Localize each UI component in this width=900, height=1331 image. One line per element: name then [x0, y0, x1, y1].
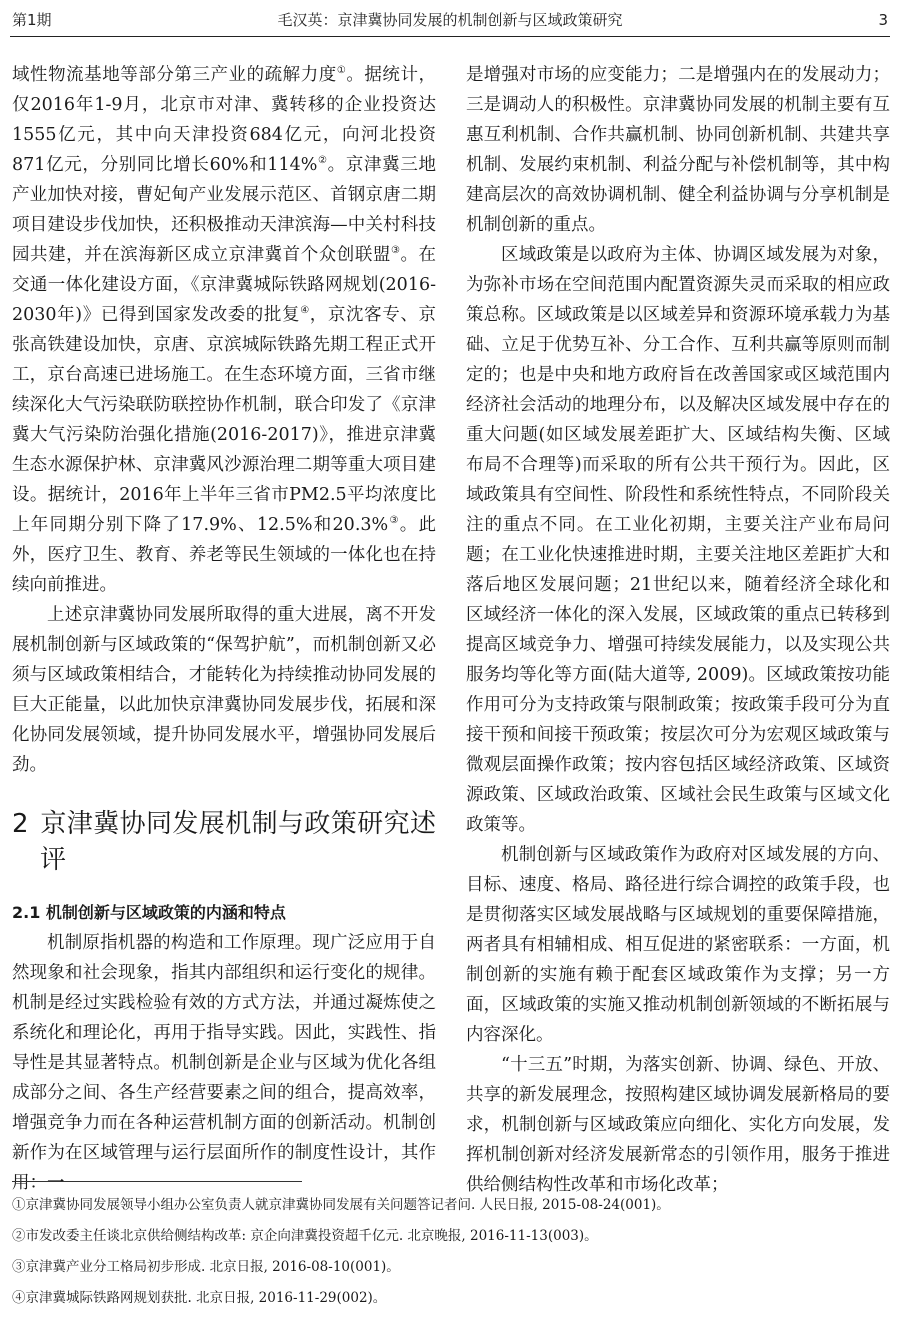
page-header: [10, 6, 890, 37]
section-heading: [12, 806, 436, 878]
footnote-item: ①京津冀协同发展领导小组办公室负责人就京津冀协同发展有关问题答记者问. 人民日报, 2015-08-24(001)。: [12, 1197, 670, 1213]
footnote-item: ②市发改委主任谈北京供给侧结构改革: 京企向津冀投资超千亿元. 北京晚报, 2016-11-13(003)。: [12, 1228, 598, 1244]
section-title: 京津冀协同发展机制与政策研究述评: [40, 809, 436, 875]
text-run: 。京津冀三地产业加快对接，曹妃甸产业发展示范区、首钢京唐二期项目建设步伐加快，还积极推动天津滨海—中关村科技园共建，并在滨海新区成立京津冀首个众创联盟: [12, 155, 436, 265]
footnote-ref[interactable]: ④: [300, 305, 310, 317]
text-run: ，京沈客专、京张高铁建设加快，京唐、京滨城际铁路先期工程正式开工，京台高速已进场施工。在生态环境方面，三省市继续深化大气污染联防联控协作机制，联合印发了《京津冀大气污染防治强化措施(2016-2017)》，推进京津冀生态水源保护林、京津冀风沙源治理二期等重大项目建设。据统计，2016年上半年三省市PM2.5平均浓度比上年同期分别下降了17.9%、12.5%和20.3%: [12, 305, 437, 535]
paragraph-mechanism-definition: 机制原指机器的构造和工作原理。现广泛应用于自然现象和社会现象，指其内部组织和运行变化的规律。机制是经过实践检验有效的方式方法，并通过凝炼使之系统化和理论化，再用于指导实践。因此，实践性、指导性是其显著特点。机制创新是企业与区域为优化各组成部分之间、各生产经营要素之间的组合，提高效率，增强竞争力而在各种运营机制方面的创新活动。机制创新作为在区域管理与运行层面所作的制度性设计，其作用：一: [12, 933, 436, 1193]
running-title: 毛汉英：京津冀协同发展的机制创新与区域政策研究: [277, 11, 623, 29]
footnotes: [12, 1190, 882, 1314]
paragraph-relationship: 机制创新与区域政策作为政府对区域发展的方向、目标、速度、格局、路径进行综合调控的政策手段，也是贯彻落实区域发展战略与区域规划的重要保障措施，两者具有相辅相成、相互促进的紧密联系：一方面，机制创新的实施有赖于配套区域政策作为支撑；另一方面，区域政策的实施又推动机制创新领域的不断拓展与内容深化。: [466, 845, 890, 1045]
paragraph-thirteenth-five-year: “十三五”时期，为落实创新、协调、绿色、开放、共享的新发展理念，按照构建区域协调发展新格局的要求，机制创新与区域政策应向细化、实化方向发展，发挥机制创新对经济发展新常态的引领作用，服务于推进供给侧结构性改革和市场化改革；: [466, 1055, 890, 1195]
text-run: 。此外，医疗卫生、教育、养老等民生领域的一体化也在持续向前推进。: [12, 515, 436, 595]
subsection-heading: 2.1 机制创新与区域政策的内涵和特点: [12, 903, 286, 922]
paragraph-continued: 是增强对市场的应变能力；二是增强内在的发展动力；三是调动人的积极性。京津冀协同发展的机制主要有互惠互利机制、合作共赢机制、协同创新机制、共建共享机制、发展约束机制、利益分配与补偿机制等，其中构建高层次的高效协调机制、健全利益协调与分享机制是机制创新的重点。: [466, 65, 890, 235]
text-run: 。在交通一体化建设方面，《京津冀城际铁路网规划(2016-2030年)》已得到国家发改委的批复: [12, 245, 437, 325]
footnote-ref[interactable]: ③: [390, 245, 401, 257]
footnote-item: ④京津冀城际铁路网规划获批. 北京日报, 2016-11-29(002)。: [12, 1290, 387, 1306]
right-column: [466, 60, 890, 1195]
footnote-ref[interactable]: ②: [317, 155, 328, 167]
footnote-divider: [12, 1181, 302, 1182]
page-number: 3: [878, 11, 888, 29]
footnote-ref[interactable]: ①: [336, 65, 347, 77]
footnote-item: ③京津冀产业分工格局初步形成. 北京日报, 2016-08-10(001)。: [12, 1259, 400, 1275]
paragraph-continued: [12, 60, 436, 600]
issue-label: 第1期: [12, 11, 52, 29]
left-column: [12, 60, 437, 1193]
paragraph-progress-summary: 上述京津冀协同发展所取得的重大进展，离不开发展机制创新与区域政策的“保驾护航”，而机制创新又必须与区域政策相结合，才能转化为持续推动协同发展的巨大正能量，以此加快京津冀协同发展步伐，拓展和深化协同发展领域，提升协同发展水平，增强协同发展后劲。: [12, 605, 436, 775]
paragraph-regional-policy: 区域政策是以政府为主体、协调区域发展为对象，为弥补市场在空间范围内配置资源失灵而采取的相应政策总称。区域政策是以区域差异和资源环境承载力为基础、立足于优势互补、分工合作、互利共赢等原则而制定的；也是中央和地方政府旨在改善国家或区域范围内经济社会活动的地理分布，以及解决区域发展中存在的重大问题(如区域发展差距扩大、区域结构失衡、区域布局不合理等)而采取的所有公共干预行为。因此，区域政策具有空间性、阶段性和系统性特点，不同阶段关注的重点不同。在工业化初期，主要关注产业布局问题；在工业化快速推进时期，主要关注地区差距扩大和落后地区发展问题；21世纪以来，随着经济全球化和区域经济一体化的深入发展，区域政策的重点已转移到提高区域竞争力、增强可持续发展能力，以及实现公共服务均等化等方面(陆大道等, 2009)。区域政策按功能作用可分为支持政策与限制政策；按政策手段可分为直接干预和间接干预政策；按层次可分为宏观区域政策与微观层面操作政策；按内容包括区域经济政策、区域资源政策、区域政治政策、区域社会民生政策与区域文化政策等。: [466, 245, 890, 835]
section-number: 2: [12, 809, 29, 839]
text-run: 。据统计，仅2016年1-9月，北京市对津、冀转移的企业投资达1555亿元，其中向天津投资684亿元，向河北投资871亿元，分别同比增长60%和114%: [12, 65, 437, 175]
text-run: 域性物流基地等部分第三产业的疏解力度: [12, 65, 337, 85]
footnote-ref[interactable]: ③: [388, 515, 400, 527]
